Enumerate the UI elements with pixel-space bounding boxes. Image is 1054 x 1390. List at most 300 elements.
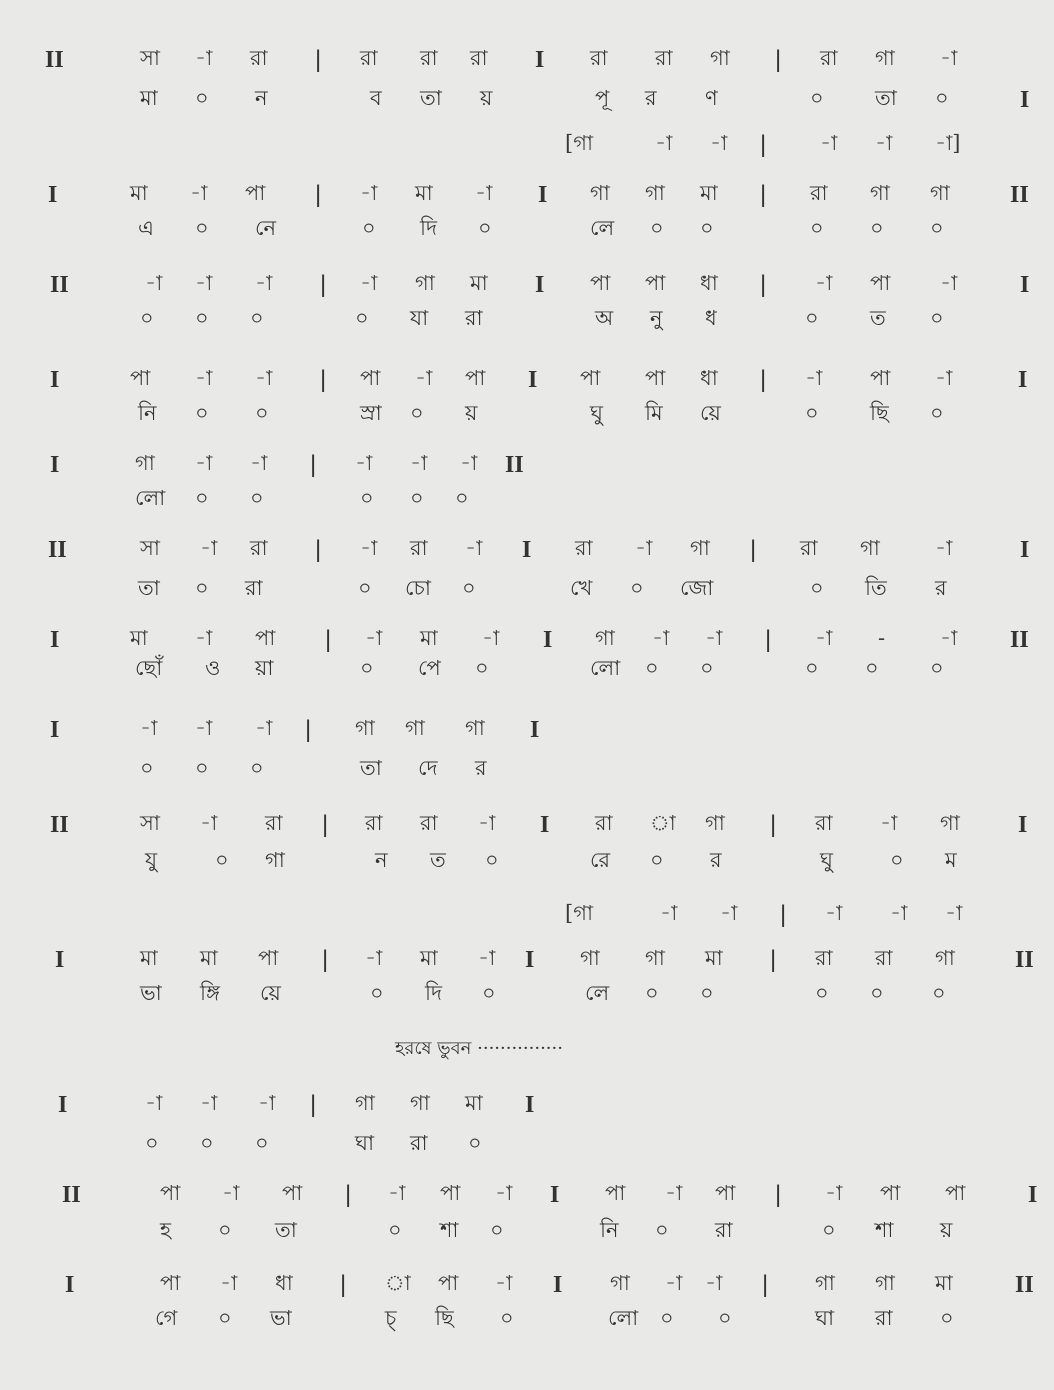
swara-note: -া: [355, 451, 373, 475]
swara-note: রা: [410, 536, 428, 560]
bar-line-marker: I: [535, 272, 545, 298]
lyric-syllable: ০: [410, 486, 424, 510]
lyric-syllable: হ: [160, 1218, 172, 1242]
bar-line-marker: I: [538, 182, 548, 208]
swara-note: মা: [935, 1271, 953, 1295]
lyric-syllable: ০: [195, 401, 209, 425]
lyric-syllable: ০: [200, 1131, 214, 1155]
swara-note: সা: [140, 536, 160, 560]
swara-note: -া: [665, 1181, 683, 1205]
swara-note: রা: [250, 536, 268, 560]
lyric-syllable: ০: [195, 576, 209, 600]
lyric-syllable: ০: [490, 1218, 504, 1242]
beat-separator: |: [345, 1181, 352, 1208]
lyric-syllable: ০: [930, 306, 944, 330]
swara-note: মা: [200, 946, 218, 970]
lyric-syllable: ০: [468, 1131, 482, 1155]
lyric-syllable: ধ: [705, 306, 717, 330]
swara-note: পা: [160, 1271, 181, 1295]
swara-note: -া: [635, 536, 653, 560]
swara-note: -া: [365, 946, 383, 970]
bar-line-marker: I: [1028, 1182, 1038, 1208]
lyric-syllable: ন: [255, 86, 268, 110]
beat-separator: |: [340, 1271, 347, 1298]
beat-separator: |: [760, 366, 767, 393]
bar-line-marker: II: [50, 812, 69, 838]
lyric-syllable: নু: [650, 306, 663, 330]
swara-note: রা: [420, 46, 438, 70]
swara-note: রা: [810, 181, 828, 205]
lyric-syllable: দে: [418, 756, 438, 780]
swara-note: গা: [410, 1091, 430, 1115]
bar-line-marker: I: [540, 812, 550, 838]
swara-note: -া: [945, 901, 963, 925]
lyric-syllable: তা: [875, 86, 897, 110]
beat-separator: |: [770, 811, 777, 838]
bar-line-marker: I: [50, 367, 60, 393]
swara-note: রা: [820, 46, 838, 70]
swara-note: -া: [875, 131, 893, 155]
lyric-syllable: পে: [418, 656, 441, 680]
lyric-syllable: ০: [805, 306, 819, 330]
swara-note: -া: [255, 716, 273, 740]
swara-note: রা: [655, 46, 673, 70]
lyric-syllable: রা: [245, 576, 263, 600]
lyric-syllable: ০: [215, 848, 229, 872]
swara-note: সা: [140, 811, 160, 835]
swara-note: পা: [870, 271, 891, 295]
swara-note: -া: [145, 1091, 163, 1115]
lyric-syllable: ০: [355, 306, 369, 330]
swara-note: গা: [710, 46, 730, 70]
lyric-syllable: র: [645, 86, 657, 110]
swara-note: রা: [470, 46, 488, 70]
lyric-syllable: রা: [410, 1131, 428, 1155]
swara-note: ধা: [700, 271, 718, 295]
swara-note: -া: [495, 1271, 513, 1295]
lyric-syllable: ০: [822, 1218, 836, 1242]
swara-note: রা: [420, 811, 438, 835]
lyric-syllable: ০: [388, 1218, 402, 1242]
bar-line-marker: I: [58, 1092, 68, 1118]
swara-note: -া: [220, 1271, 238, 1295]
swara-note: -া: [200, 536, 218, 560]
swara-note: -া: [460, 451, 478, 475]
beat-separator: |: [765, 626, 772, 653]
lyric-syllable: র: [935, 576, 947, 600]
lyric-syllable: ০: [195, 756, 209, 780]
lyric-syllable: ০: [650, 216, 664, 240]
swara-note: -া: [478, 946, 496, 970]
lyric-syllable: জো: [680, 576, 714, 600]
swara-note: ধা: [275, 1271, 293, 1295]
lyric-syllable: তা: [420, 86, 442, 110]
lyric-syllable: ০: [218, 1306, 232, 1330]
lyric-syllable: শা: [440, 1218, 459, 1242]
lyric-syllable: ০: [358, 576, 372, 600]
lyric-syllable: ০: [250, 486, 264, 510]
swara-note: -া: [825, 901, 843, 925]
lyric-syllable: ঘা: [355, 1131, 375, 1155]
swara-note: -া: [255, 271, 273, 295]
lyric-syllable: ভা: [270, 1306, 292, 1330]
lyric-syllable: ০: [655, 1218, 669, 1242]
bar-line-marker: I: [50, 452, 60, 478]
beat-separator: |: [780, 901, 787, 928]
lyric-syllable: ০: [700, 981, 714, 1005]
beat-separator: |: [750, 536, 757, 563]
swara-note: পা: [715, 1181, 736, 1205]
swara-note: মা: [470, 271, 488, 295]
swara-note: -া: [195, 271, 213, 295]
swara-note: সা: [140, 46, 160, 70]
lyric-syllable: য়ে: [260, 981, 281, 1005]
swara-note: গা: [355, 1091, 375, 1115]
lyric-syllable: ০: [362, 216, 376, 240]
lyric-syllable: স্রা: [360, 401, 382, 425]
swara-note: -া: [360, 536, 378, 560]
lyric-syllable: রা: [715, 1218, 733, 1242]
lyric-syllable: ০: [140, 756, 154, 780]
lyric-syllable: ঙ্গি: [200, 981, 220, 1005]
lyric-syllable: ০: [145, 1131, 159, 1155]
bar-line-marker: II: [1015, 1272, 1034, 1298]
lyric-syllable: ছি: [870, 401, 889, 425]
swara-note: মা: [130, 181, 148, 205]
swara-note: রা: [815, 946, 833, 970]
swara-note: পা: [645, 366, 666, 390]
swara-note: মা: [705, 946, 723, 970]
beat-separator: |: [310, 1091, 317, 1118]
lyric-syllable: ০: [865, 656, 879, 680]
lyric-syllable: ০: [250, 756, 264, 780]
lyric-syllable: তা: [275, 1218, 297, 1242]
swara-note: -া: [665, 1271, 683, 1295]
swara-note: -া: [815, 271, 833, 295]
lyric-syllable: য়ে: [700, 401, 721, 425]
swara-note: -া: [250, 451, 268, 475]
swara-note: রা: [365, 811, 383, 835]
swara-note: -া: [195, 451, 213, 475]
swara-note: -া: [360, 271, 378, 295]
beat-separator: |: [775, 46, 782, 73]
bar-line-marker: I: [1018, 367, 1028, 393]
lyric-syllable: ০: [805, 656, 819, 680]
lyric-syllable: র: [475, 756, 487, 780]
swara-note: -া: [145, 271, 163, 295]
lyric-syllable: ০: [250, 306, 264, 330]
swara-note: রা: [250, 46, 268, 70]
swara-note: পা: [360, 366, 381, 390]
lyric-syllable: ০: [870, 216, 884, 240]
swara-note: -া: [222, 1181, 240, 1205]
swara-note: রা: [265, 811, 283, 835]
lyric-syllable: নি: [138, 401, 157, 425]
lyric-syllable: তা: [138, 576, 160, 600]
swara-note: -া: [190, 181, 208, 205]
lyric-syllable: গা: [265, 848, 285, 872]
lyric-syllable: ০: [255, 1131, 269, 1155]
bar-line-marker: I: [1020, 87, 1030, 113]
swara-note: -া: [660, 901, 678, 925]
beat-separator: |: [760, 131, 767, 158]
swara-note: -া: [880, 811, 898, 835]
lyric-syllable: ০: [462, 576, 476, 600]
lyric-syllable: ০: [660, 1306, 674, 1330]
lyric-syllable: নি: [600, 1218, 619, 1242]
lyric-syllable: ঘা: [815, 1306, 835, 1330]
lyric-syllable: তা: [360, 756, 382, 780]
lyric-syllable: পূ: [595, 86, 610, 110]
lyric-syllable: ম: [945, 848, 957, 872]
lyric-syllable: ০: [700, 216, 714, 240]
lyric-syllable: চ্: [385, 1306, 397, 1330]
swara-note: মা: [465, 1091, 483, 1115]
lyric-syllable: ০: [645, 656, 659, 680]
swara-note: -া: [710, 131, 728, 155]
swara-note: পা: [438, 1271, 459, 1295]
lyric-syllable: ০: [485, 848, 499, 872]
lyric-syllable: ০: [930, 216, 944, 240]
lyric-syllable: ছোঁ: [135, 656, 163, 680]
swara-note: -া: [940, 46, 958, 70]
lyric-syllable: ০: [810, 216, 824, 240]
lyric-syllable: ০: [700, 656, 714, 680]
beat-separator: |: [775, 1181, 782, 1208]
swara-note: মা: [415, 181, 433, 205]
swara-note: গা: [465, 716, 485, 740]
beat-separator: |: [305, 716, 312, 743]
bar-line-marker: II: [62, 1182, 81, 1208]
swara-note: -া: [482, 626, 500, 650]
lyric-syllable: গে: [155, 1306, 178, 1330]
lyric-syllable: য়া: [255, 656, 274, 680]
swara-note: -া: [258, 1091, 276, 1115]
swara-note: -া: [195, 716, 213, 740]
lyric-syllable: ০: [645, 981, 659, 1005]
lyric-syllable: ০: [890, 848, 904, 872]
lyric-syllable: ০: [482, 981, 496, 1005]
swara-note: -া: [495, 1181, 513, 1205]
swara-note: -া: [255, 366, 273, 390]
bar-line-marker: II: [1010, 182, 1029, 208]
lyric-syllable: ত: [870, 306, 886, 330]
lyric-syllable: ০: [195, 306, 209, 330]
lyric-syllable: ০: [935, 86, 949, 110]
swara-note: -া: [935, 536, 953, 560]
swara-note: পা: [580, 366, 601, 390]
lyric-syllable: ০: [360, 656, 374, 680]
swara-note: গা: [645, 181, 665, 205]
bar-line-marker: II: [505, 452, 524, 478]
bar-line-marker: I: [1018, 812, 1028, 838]
swara-note: গা: [580, 946, 600, 970]
swara-note: গা: [645, 946, 665, 970]
lyric-syllable: ০: [718, 1306, 732, 1330]
swara-note: -া: [195, 626, 213, 650]
lyric-syllable: ০: [475, 656, 489, 680]
swara-note: -া: [825, 1181, 843, 1205]
lyric-syllable: ০: [255, 401, 269, 425]
lyric-syllable: লে: [585, 981, 610, 1005]
bar-line-marker: I: [50, 717, 60, 743]
beat-separator: |: [315, 181, 322, 208]
lyric-syllable: র: [710, 848, 722, 872]
swara-note: মা: [700, 181, 718, 205]
swara-note: পা: [258, 946, 279, 970]
swara-note: া: [650, 811, 676, 835]
bar-line-marker: I: [1020, 272, 1030, 298]
bar-line-marker: I: [550, 1182, 560, 1208]
swara-note: গা: [875, 46, 895, 70]
lyric-syllable: ০: [370, 981, 384, 1005]
lyric-syllable: ০: [815, 981, 829, 1005]
lyric-syllable: ০: [195, 486, 209, 510]
lyric-syllable: ০: [630, 576, 644, 600]
swara-note: পা: [605, 1181, 626, 1205]
lyric-syllable: ০: [140, 306, 154, 330]
swara-note: গা: [415, 271, 435, 295]
swara-note: রা: [875, 946, 893, 970]
swara-note: -া: [200, 1091, 218, 1115]
lyric-syllable: ভা: [140, 981, 162, 1005]
bar-line-marker: II: [1015, 947, 1034, 973]
swara-note: পা: [255, 626, 276, 650]
bar-line-marker: I: [530, 717, 540, 743]
bar-line-marker: I: [553, 1272, 563, 1298]
swara-note: পা: [645, 271, 666, 295]
swara-note: গা: [590, 181, 610, 205]
bar-line-marker: II: [1010, 627, 1029, 653]
lyric-syllable: ০: [805, 401, 819, 425]
bar-line-marker: I: [543, 627, 553, 653]
lyric-syllable: ০: [930, 656, 944, 680]
swara-note: মা: [420, 946, 438, 970]
swara-note: গা: [690, 536, 710, 560]
swara-note: -া: [195, 366, 213, 390]
lyric-syllable: য়: [465, 401, 478, 425]
lyric-syllable: মি: [645, 401, 663, 425]
bar-line-marker: II: [48, 537, 67, 563]
swara-note: -া: [478, 811, 496, 835]
swara-note: -া: [200, 811, 218, 835]
bar-line-marker: I: [65, 1272, 75, 1298]
lyric-syllable: লো: [135, 486, 166, 510]
swara-note: রা: [575, 536, 593, 560]
section-caption: হরষে ভুবন ···············: [395, 1038, 563, 1059]
lyric-syllable: ০: [360, 486, 374, 510]
beat-separator: |: [322, 946, 329, 973]
swara-note: গা: [875, 1271, 895, 1295]
lyric-syllable: মা: [140, 86, 158, 110]
lyric-syllable: ০: [478, 216, 492, 240]
swara-note: পা: [870, 366, 891, 390]
swara-note: -া: [652, 626, 670, 650]
beat-separator: |: [760, 271, 767, 298]
swara-note: -া: [410, 451, 428, 475]
lyric-syllable: য়: [940, 1218, 953, 1242]
swara-note: গা: [860, 536, 880, 560]
beat-separator: |: [760, 181, 767, 208]
swara-note: পা: [590, 271, 611, 295]
lyric-syllable: লো: [590, 656, 621, 680]
bar-line-marker: I: [525, 947, 535, 973]
bar-line-marker: I: [50, 627, 60, 653]
beat-separator: |: [770, 946, 777, 973]
beat-separator: |: [315, 46, 322, 73]
swara-note: পা: [160, 1181, 181, 1205]
lyric-syllable: ০: [932, 981, 946, 1005]
lyric-syllable: লো: [608, 1306, 639, 1330]
lyric-syllable: ব: [370, 86, 382, 110]
swara-note: রা: [360, 46, 378, 70]
beat-separator: |: [320, 366, 327, 393]
swara-note: গা: [870, 181, 890, 205]
swara-note: -া: [415, 366, 433, 390]
swara-note: গা: [355, 716, 375, 740]
swara-note: -া: [195, 46, 213, 70]
lyric-syllable: য়: [480, 86, 493, 110]
swara-note: পা: [282, 1181, 303, 1205]
lyric-syllable: ০: [218, 1218, 232, 1242]
swara-note: -া: [365, 626, 383, 650]
swara-note: া: [385, 1271, 411, 1295]
lyric-syllable: লে: [590, 216, 615, 240]
swara-note: -া: [940, 271, 958, 295]
swara-note: -া: [360, 181, 378, 205]
lyric-syllable: ০: [500, 1306, 514, 1330]
lyric-syllable: ছি: [435, 1306, 454, 1330]
lyric-syllable: রা: [465, 306, 483, 330]
swara-note: -া: [140, 716, 158, 740]
swara-note: পা: [440, 1181, 461, 1205]
lyric-syllable: এ: [138, 216, 154, 240]
swara-note: গা: [815, 1271, 835, 1295]
lyric-syllable: ত: [430, 848, 446, 872]
lyric-syllable: ০: [650, 848, 664, 872]
lyric-syllable: যা: [410, 306, 429, 330]
bar-line-marker: I: [522, 537, 532, 563]
bar-line-marker: II: [45, 47, 64, 73]
lyric-syllable: ০: [195, 216, 209, 240]
lyric-syllable: ও: [205, 656, 221, 680]
swara-note: -: [878, 626, 886, 650]
lyric-syllable: ০: [810, 86, 824, 110]
bar-line-marker: I: [528, 367, 538, 393]
lyric-syllable: ঘু: [820, 848, 833, 872]
swara-note: -া: [805, 366, 823, 390]
swara-note: পা: [945, 1181, 966, 1205]
lyric-syllable: অ: [595, 306, 614, 330]
lyric-syllable: ০: [940, 1306, 954, 1330]
swara-note: -া: [655, 131, 673, 155]
swara-note: রা: [815, 811, 833, 835]
bar-line-marker: I: [525, 1092, 535, 1118]
lyric-syllable: ০: [410, 401, 424, 425]
swara-note: গা: [405, 716, 425, 740]
lyric-syllable: খে: [570, 576, 593, 600]
swara-note: -া: [705, 1271, 723, 1295]
lyric-syllable: ন: [375, 848, 388, 872]
swara-note: পা: [880, 1181, 901, 1205]
lyric-syllable: তি: [865, 576, 887, 600]
lyric-syllable: চো: [405, 576, 431, 600]
lyric-syllable: নে: [255, 216, 277, 240]
lyric-syllable: রে: [590, 848, 611, 872]
swara-note: গা: [935, 946, 955, 970]
lyric-syllable: রা: [875, 1306, 893, 1330]
lyric-syllable: ০: [195, 86, 209, 110]
